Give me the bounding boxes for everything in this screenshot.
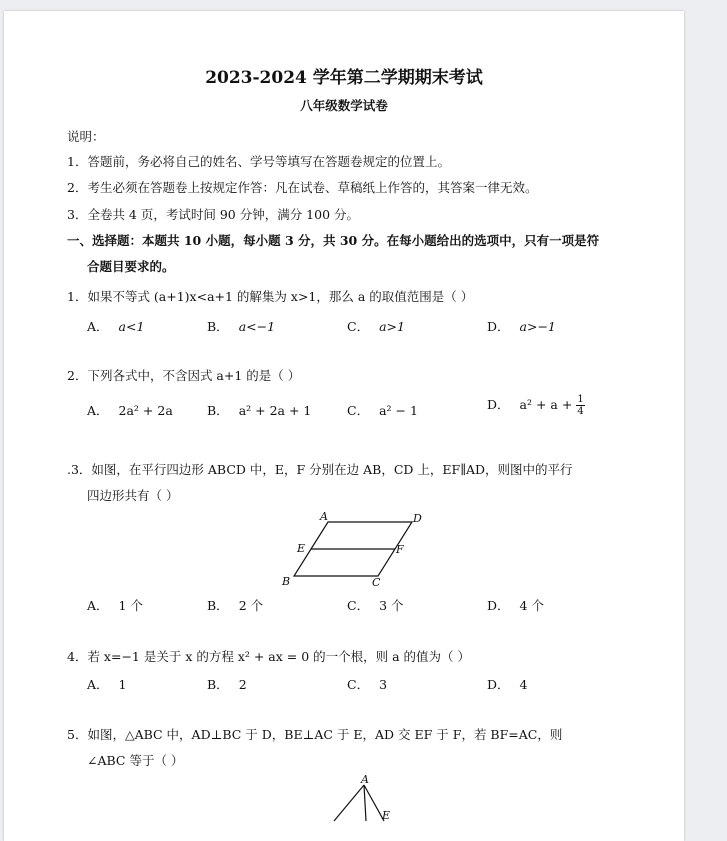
option-text: a<1 — [118, 319, 145, 334]
question-1-stem: 1．如果不等式 (a+1)x<a+1 的解集为 x>1，那么 a 的取值范围是（ ） — [67, 289, 474, 304]
option-text: 2a² + 2a — [118, 403, 173, 418]
label-e: E — [297, 542, 306, 555]
option-text: a² + 2a + 1 — [238, 403, 312, 418]
option-label: D． — [487, 397, 510, 412]
q2-option-c[interactable] — [347, 401, 418, 419]
q1-option-b[interactable] — [207, 317, 275, 335]
option-label: C． — [347, 677, 370, 692]
option-label: C． — [347, 403, 370, 418]
q2-option-b[interactable] — [207, 401, 311, 419]
option-text: a² − 1 — [379, 403, 418, 418]
q3-option-c[interactable] — [347, 596, 404, 614]
label-e: E — [382, 809, 391, 822]
exam-subtitle: 八年级数学试卷 — [300, 98, 388, 113]
q4-option-c[interactable] — [347, 675, 387, 693]
fraction-denominator: 4 — [577, 406, 584, 417]
label-f: F — [396, 543, 404, 556]
option-text: 1 个 — [118, 598, 143, 613]
q4-option-b[interactable] — [207, 675, 247, 693]
q1-option-d[interactable] — [487, 317, 556, 335]
option-label: A． — [87, 319, 109, 334]
label-b: B — [282, 575, 291, 588]
option-label: A． — [87, 677, 109, 692]
q2-option-d[interactable] — [487, 394, 585, 417]
question-2-stem: 2．下列各式中，不含因式 a+1 的是（ ） — [67, 368, 301, 383]
option-label: B． — [207, 319, 229, 334]
label-a: A — [361, 773, 369, 786]
option-label: B． — [207, 677, 229, 692]
section-heading: 一、选择题：本题共 10 小题，每小题 3 分，共 30 分。在每小题给出的选项中，只有一项是符 — [67, 233, 600, 248]
option-text: a<−1 — [238, 319, 276, 334]
segment-ac — [364, 785, 384, 821]
question-5-stem-cont: ∠ABC 等于（ ） — [87, 753, 184, 768]
exam-title: 2023-2024 学年第二学期期末考试 — [205, 68, 483, 88]
option-label: D． — [487, 598, 510, 613]
fraction — [576, 394, 584, 417]
q1-option-a[interactable] — [87, 317, 144, 335]
q4-option-d[interactable] — [487, 675, 527, 693]
question-3-stem: .3．如图，在平行四边形 ABCD 中，E，F 分别在边 AB，CD 上，EF∥AD，则图中的平行 — [67, 462, 573, 477]
segment-ad — [364, 785, 366, 821]
q3-option-a[interactable] — [87, 596, 143, 614]
q3-option-b[interactable] — [207, 596, 263, 614]
option-text: a>−1 — [519, 319, 556, 334]
notes-heading: 说明： — [67, 129, 105, 144]
document-page — [4, 11, 684, 841]
option-text: 2 个 — [238, 598, 264, 613]
option-label: A． — [87, 403, 109, 418]
question-3-stem-cont: 四边形共有（ ） — [87, 488, 179, 503]
triangle-figure — [324, 773, 404, 823]
label-d: D — [413, 512, 422, 525]
option-text: a>1 — [379, 319, 405, 334]
parallelogram-figure — [272, 511, 432, 591]
label-a: A — [320, 511, 328, 523]
question-4-stem: 4．若 x=−1 是关于 x 的方程 x² + ax = 0 的一个根，则 a 的值为（ ） — [67, 649, 471, 664]
segment-ab — [334, 785, 364, 821]
q1-option-c[interactable] — [347, 317, 405, 335]
option-text: 4 个 — [519, 598, 544, 613]
q3-option-d[interactable] — [487, 596, 544, 614]
label-c: C — [372, 576, 381, 589]
option-label: B． — [207, 403, 229, 418]
option-text: 4 — [519, 677, 528, 692]
option-text: 1 — [118, 677, 127, 692]
option-text: 2 — [238, 677, 247, 692]
scrollbar-track[interactable] — [688, 0, 727, 817]
option-label: C． — [347, 319, 370, 334]
option-label: D． — [487, 319, 510, 334]
option-label: C． — [347, 598, 370, 613]
q2-option-a[interactable] — [87, 401, 173, 419]
option-label: A． — [87, 598, 109, 613]
note-item: 2．考生必须在答题卷上按规定作答：凡在试卷、草稿纸上作答的，其答案一律无效。 — [67, 180, 538, 195]
q4-option-a[interactable] — [87, 675, 126, 693]
option-label: D． — [487, 677, 510, 692]
option-label: B． — [207, 598, 229, 613]
fraction-numerator: 1 — [577, 394, 584, 405]
option-text: a² + a + — [519, 397, 573, 412]
note-item: 1．答题前，务必将自己的姓名、学号等填写在答题卷规定的位置上。 — [67, 154, 450, 169]
section-heading-cont: 合题目要求的。 — [87, 259, 175, 274]
note-item: 3．全卷共 4 页，考试时间 90 分钟，满分 100 分。 — [67, 207, 360, 222]
question-5-stem: 5．如图，△ABC 中，AD⊥BC 于 D，BE⊥AC 于 E，AD 交 EF 于 F，若 BF=AC，则 — [67, 727, 563, 742]
option-text: 3 — [379, 677, 388, 692]
option-text: 3 个 — [379, 598, 404, 613]
